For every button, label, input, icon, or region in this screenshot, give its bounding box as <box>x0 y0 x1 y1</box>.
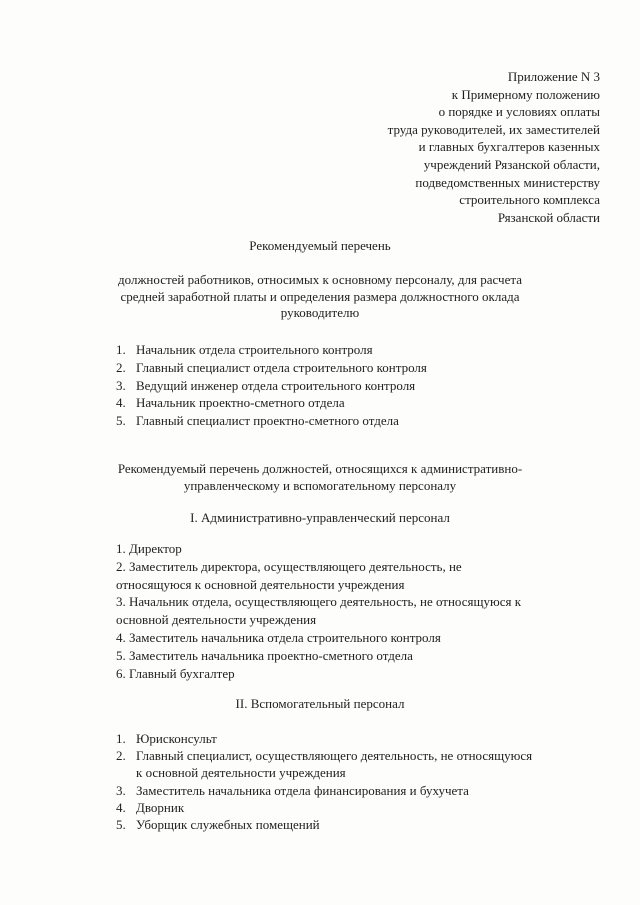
section2-items <box>116 730 606 833</box>
list1-subtitle-line: средней заработной платы и определения размера должностного оклада <box>120 288 520 304</box>
list-item <box>116 540 606 558</box>
item-number: 2. <box>116 748 126 764</box>
list-item <box>116 341 596 359</box>
list-item <box>116 730 606 747</box>
list-item <box>116 359 596 377</box>
item-number: 3. <box>116 782 126 798</box>
list2-title-line: Рекомендуемый перечень должностей, относящихся к административно- <box>117 461 523 476</box>
list1-subtitle <box>60 272 580 322</box>
item-text: 5. Заместитель начальника проектно-сметного отдела <box>116 647 413 663</box>
appendix-line: подведомственных министерству <box>415 174 600 190</box>
list1-title: Рекомендуемый перечень <box>249 238 391 253</box>
appendix-line: Приложение N 3 <box>507 69 600 84</box>
list2-title-line: управленческому и вспомогательному персоналу <box>183 478 457 493</box>
list-item <box>116 412 596 430</box>
list-item <box>116 377 596 395</box>
list-item <box>116 665 606 683</box>
appendix-line: строительного комплекса <box>459 192 600 208</box>
item-text: Главный специалист, осуществляющего деятельность, не относящуюся <box>136 748 533 764</box>
item-number: 1. <box>116 731 126 746</box>
item-text: Ведущий инженер отдела строительного контроля <box>136 377 416 393</box>
list1-subtitle-line: руководителю <box>280 305 360 320</box>
item-text: Уборщик служебных помещений <box>136 817 320 833</box>
item-number: 4. <box>116 395 126 411</box>
appendix-line: о порядке и условиях оплаты <box>438 104 600 120</box>
item-text: Главный специалист отдела строительного контроля <box>136 359 427 375</box>
item-text: Юрисконсульт <box>136 731 217 746</box>
item-number: 1. <box>116 342 126 357</box>
item-number: 2. <box>116 359 126 375</box>
item-text: 6. Главный бухгалтер <box>116 665 235 681</box>
appendix-line: учреждений Рязанской области, <box>423 156 600 172</box>
list1-items <box>116 341 596 430</box>
section2-heading: II. Вспомогательный персонал <box>235 696 405 711</box>
item-text: 4. Заместитель начальника отдела строительного контроля <box>116 629 441 645</box>
appendix-line: и главных бухгалтеров казенных <box>418 139 600 155</box>
list2-title <box>60 460 580 494</box>
item-text: 1. Директор <box>116 541 182 556</box>
list-item <box>116 782 606 799</box>
item-text-continued: к основной деятельности учреждения <box>136 765 346 781</box>
item-text: Начальник проектно-сметного отдела <box>136 395 345 411</box>
section1-items <box>116 540 606 682</box>
list-item <box>116 816 606 833</box>
list-item <box>116 629 606 647</box>
appendix-line: Рязанской области <box>497 209 600 225</box>
list-item <box>116 394 596 412</box>
item-text: Заместитель начальника отдела финансирования и бухучета <box>136 782 469 798</box>
list-item <box>116 747 606 781</box>
item-text-continued: основной деятельности учреждения <box>116 612 317 628</box>
item-number: 4. <box>116 799 126 815</box>
list-item <box>116 558 606 594</box>
item-text: 3. Начальник отдела, осуществляющего деятельность, не относящуюся к <box>116 594 522 610</box>
list-item <box>116 799 606 816</box>
item-number: 3. <box>116 377 126 393</box>
appendix-header <box>300 68 600 226</box>
item-text: Дворник <box>136 799 185 815</box>
item-number: 5. <box>116 817 126 833</box>
item-number: 5. <box>116 413 126 429</box>
item-text-continued: относящуюся к основной деятельности учреждения <box>116 576 405 592</box>
item-text: Начальник отдела строительного контроля <box>136 342 373 357</box>
section1-heading: I. Административно-управленческий персонал <box>190 510 450 525</box>
list-item <box>116 647 606 665</box>
item-text: 2. Заместитель директора, осуществляющего деятельность, не <box>116 558 462 574</box>
appendix-line: труда руководителей, их заместителей <box>387 121 600 137</box>
list-item <box>116 593 606 629</box>
appendix-line: к Примерному положению <box>451 86 600 102</box>
item-text: Главный специалист проектно-сметного отдела <box>136 413 399 429</box>
list1-subtitle-line: должностей работников, относимых к основному персоналу, для расчета <box>118 272 522 287</box>
